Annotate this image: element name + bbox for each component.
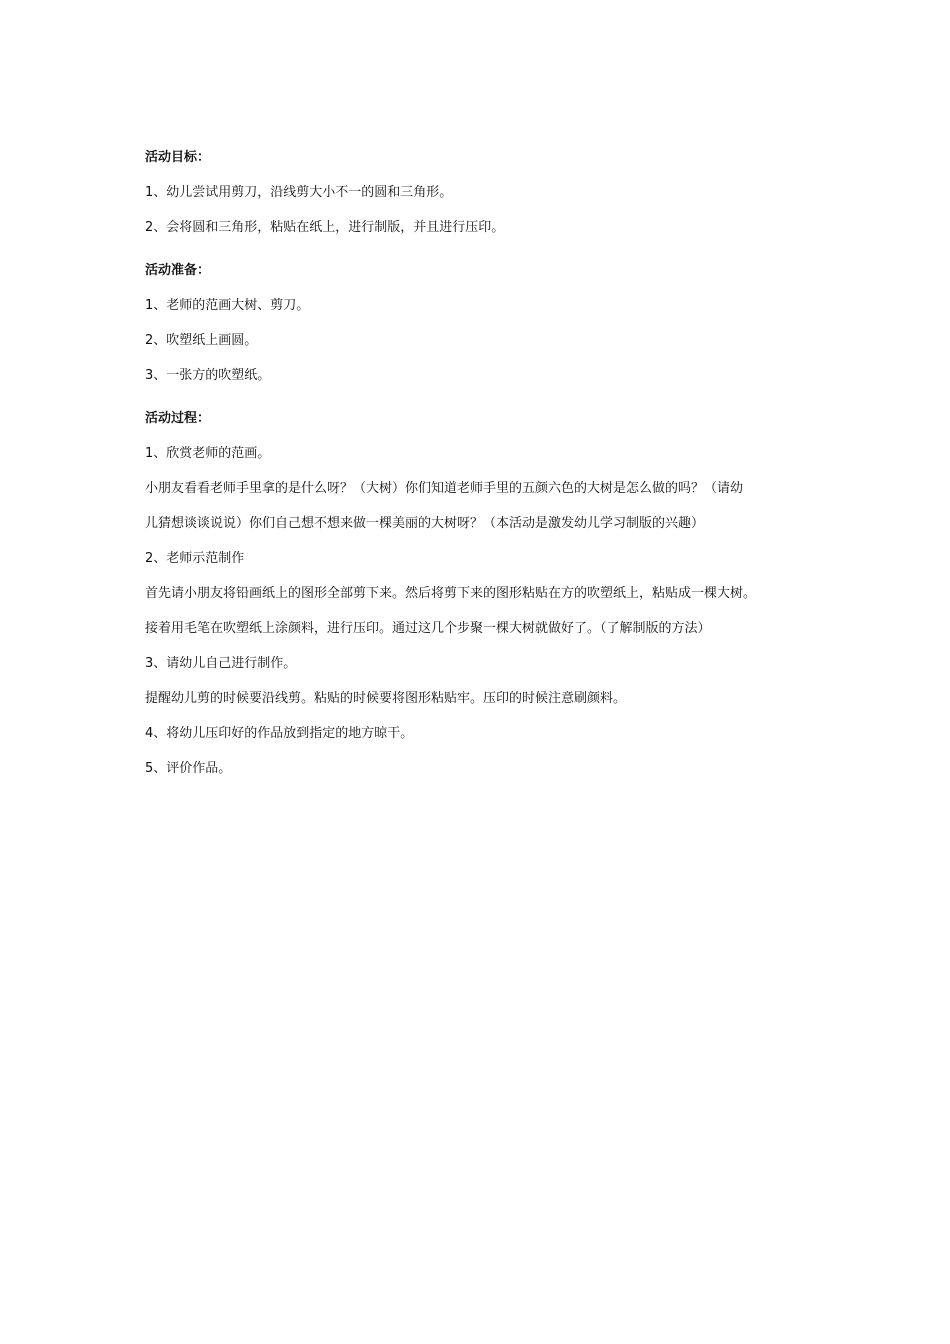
list-item (145, 757, 835, 781)
list-item (145, 329, 835, 353)
section-spacer (145, 388, 835, 407)
section-title: 活动准备： (145, 263, 211, 278)
section-title: 活动目标： (145, 150, 211, 165)
item-number: 1 (145, 298, 154, 313)
list-item (145, 547, 835, 571)
list-item (145, 181, 835, 205)
paragraph-line (145, 582, 835, 606)
item-text: 、欣赏老师的范画。 (153, 446, 271, 461)
item-text: 、一张方的吹塑纸。 (153, 368, 271, 383)
section-title: 活动过程： (145, 411, 211, 426)
item-number: 2 (145, 333, 154, 348)
item-text: 首先请小朋友将铅画纸上的图形全部剪下来。然后将剪下来的图形粘贴在方的吹塑纸上，粘贴成一棵大树。 (145, 586, 757, 601)
section-process (145, 407, 835, 781)
item-text: 儿猜想谈谈说说）你们自己想不想来做一棵美丽的大树呀？（本活动是激发幼儿学习制版的兴趣） (145, 516, 705, 531)
item-number: 3 (145, 656, 154, 671)
item-number: 5 (145, 761, 154, 776)
item-text: 、老师的范画大树、剪刀。 (153, 298, 310, 313)
item-number: 4 (145, 726, 154, 741)
item-text: 、幼儿尝试用剪刀，沿线剪大小不一的圆和三角形。 (153, 185, 453, 200)
section-objectives (145, 146, 835, 240)
list-item (145, 652, 835, 676)
item-text: 、评价作品。 (153, 761, 232, 776)
item-text: 接着用毛笔在吹塑纸上涂颜料，进行压印。通过这几个步聚一棵大树就做好了。（了解制版的方法） (145, 621, 711, 636)
item-number: 2 (145, 551, 154, 566)
item-text: 、会将圆和三角形，粘贴在纸上，进行制版，并且进行压印。 (153, 220, 505, 235)
paragraph-line (145, 477, 835, 501)
list-item (145, 364, 835, 388)
item-number: 1 (145, 185, 154, 200)
list-item (145, 722, 835, 746)
paragraph-line (145, 687, 835, 711)
item-text: 、请幼儿自己进行制作。 (153, 656, 297, 671)
paragraph-line (145, 617, 835, 641)
list-item (145, 216, 835, 240)
list-item (145, 442, 835, 466)
item-number: 3 (145, 368, 154, 383)
item-text: 、将幼儿压印好的作品放到指定的地方晾干。 (153, 726, 414, 741)
list-item (145, 294, 835, 318)
paragraph-line (145, 512, 835, 536)
item-number: 1 (145, 446, 154, 461)
item-text: 、老师示范制作 (153, 551, 245, 566)
document-page (145, 146, 835, 781)
section-spacer (145, 240, 835, 259)
item-text: 、吹塑纸上画圆。 (153, 333, 258, 348)
item-number: 2 (145, 220, 154, 235)
item-text: 提醒幼儿剪的时候要沿线剪。粘贴的时候要将图形粘贴牢。压印的时候注意刷颜料。 (145, 691, 627, 706)
section-preparation (145, 259, 835, 388)
item-text: 小朋友看看老师手里拿的是什么呀？（大树）你们知道老师手里的五颜六色的大树是怎么做的吗？（请幼 (145, 481, 744, 496)
